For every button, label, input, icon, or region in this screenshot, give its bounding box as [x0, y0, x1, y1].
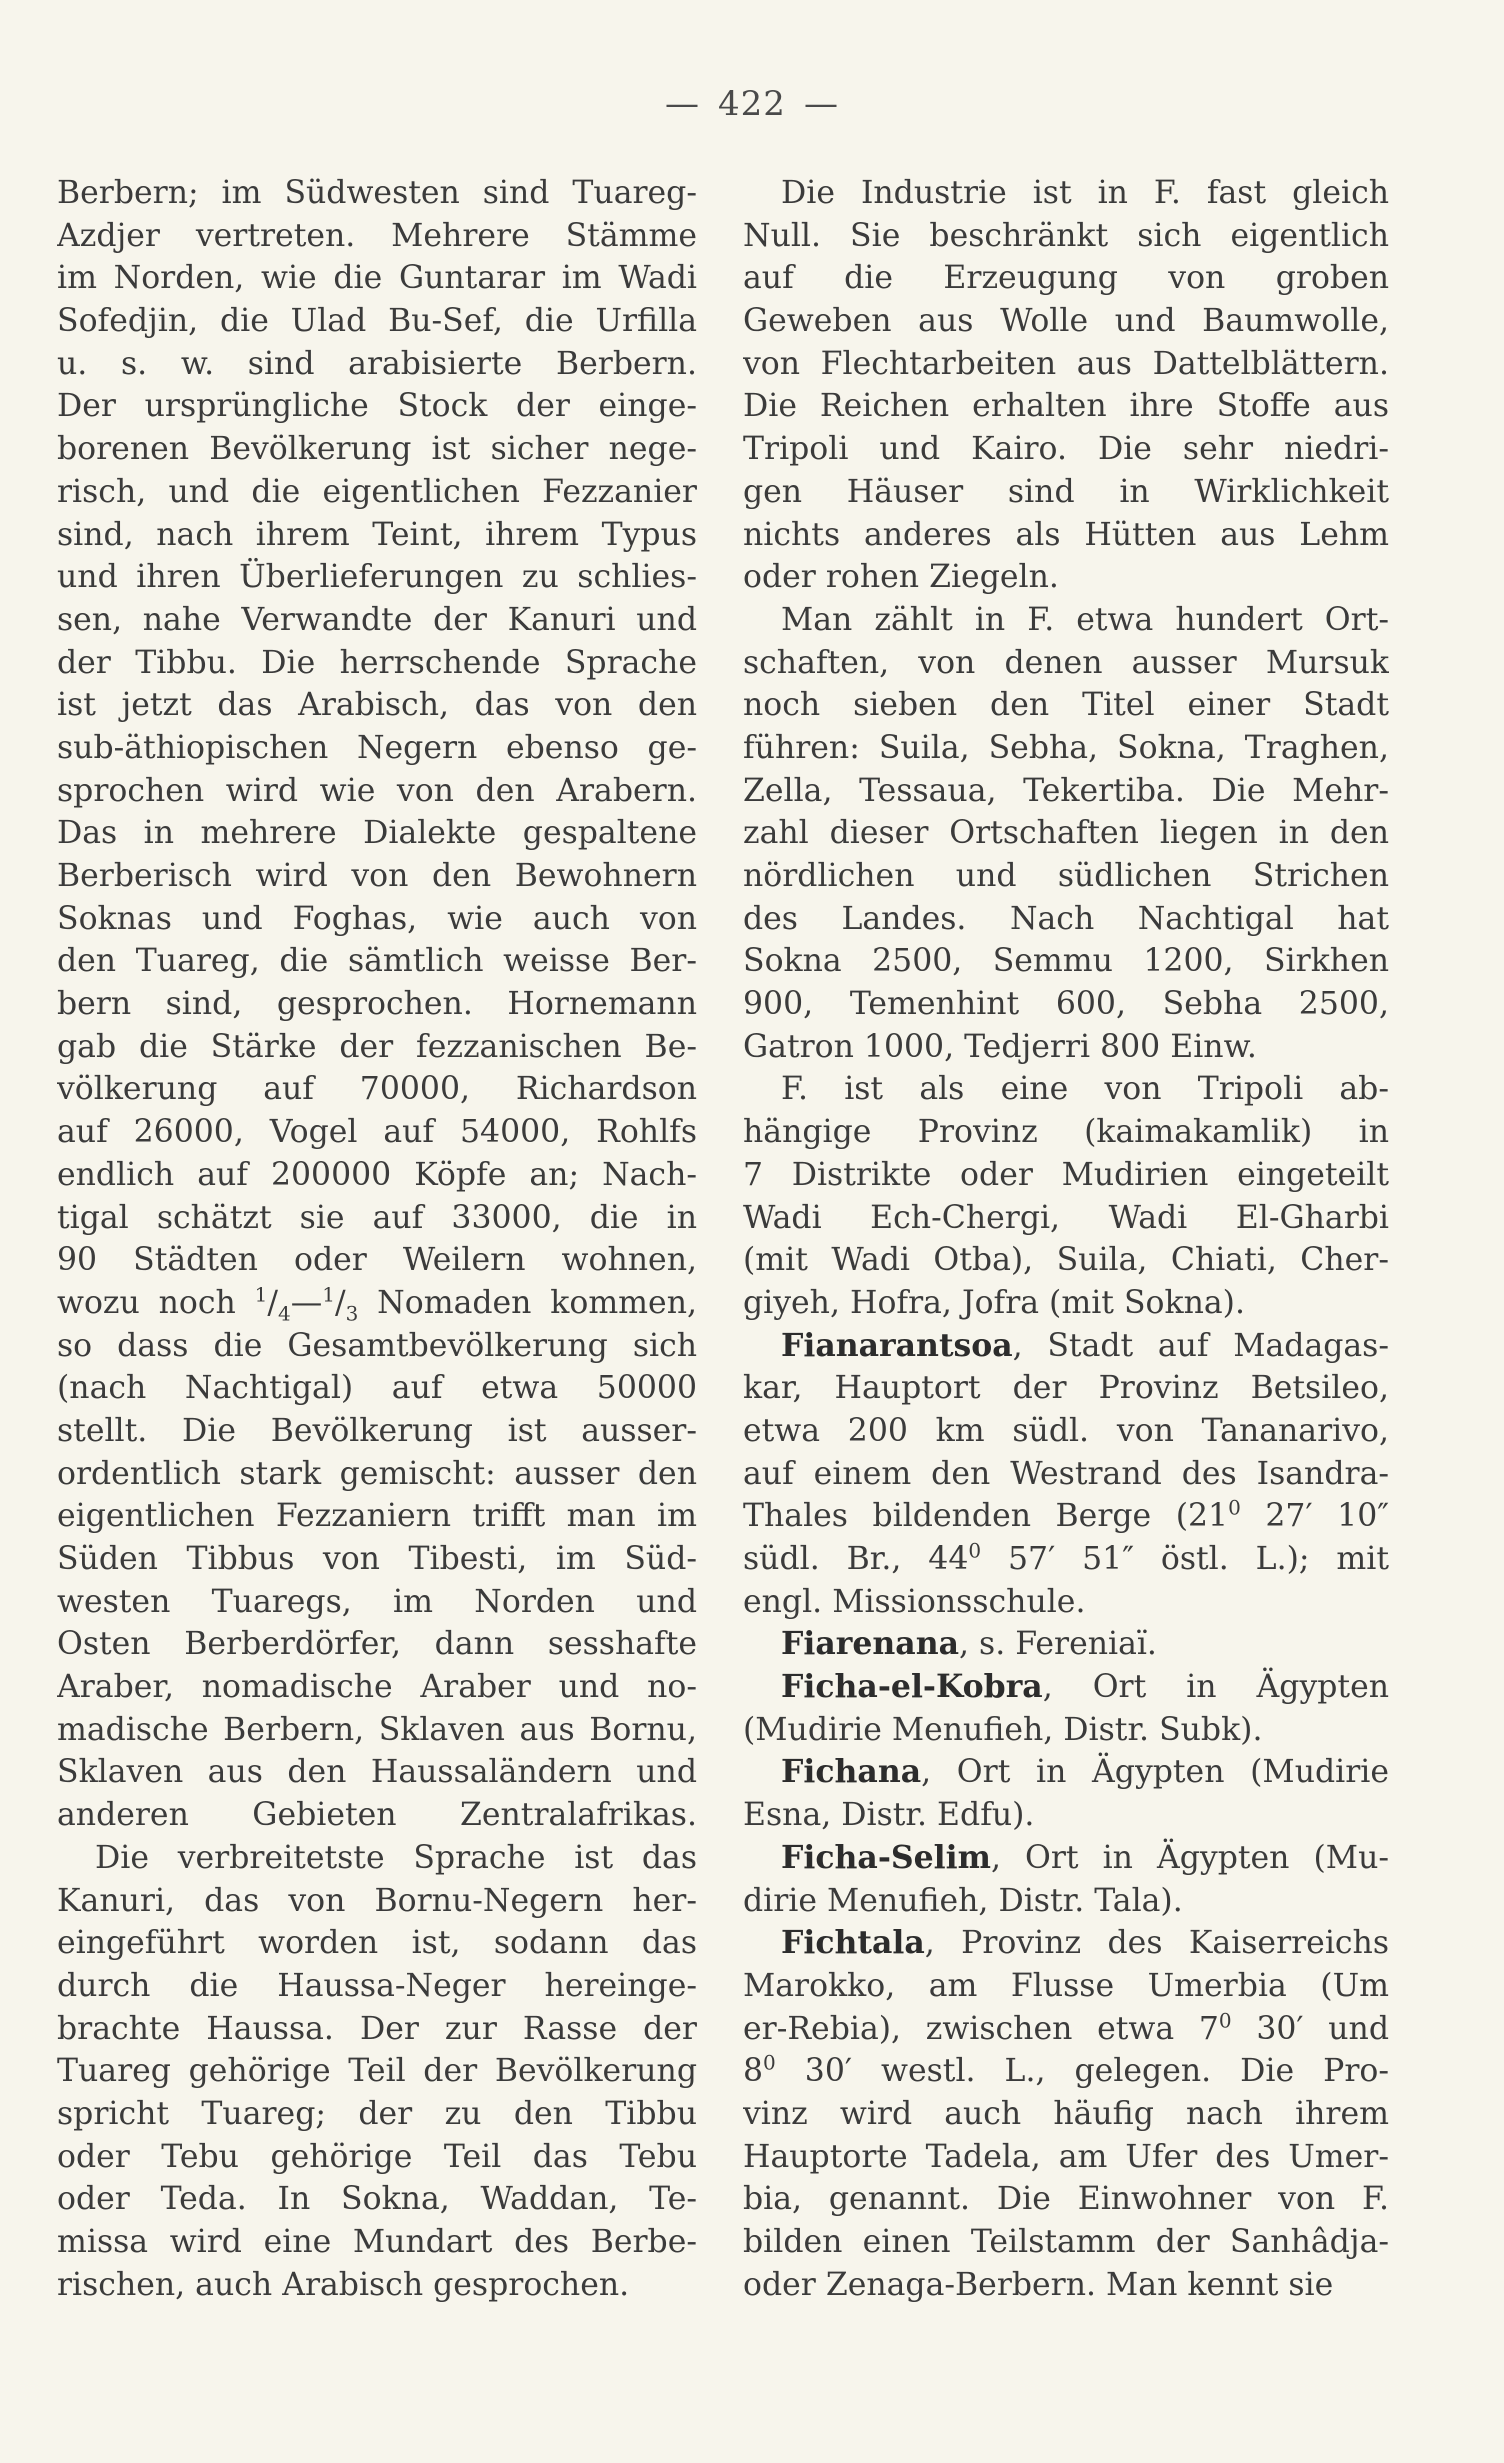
- line-text: südl. Br., 44: [743, 1541, 969, 1577]
- text-line: [743, 812, 1389, 855]
- text-line: [57, 2093, 697, 2136]
- text-line: [57, 898, 697, 941]
- line-text: , s. Fereniaï.: [959, 1626, 1157, 1663]
- line-text: völkerung auf 70000, Richardson: [57, 1071, 697, 1108]
- text-line: [57, 1709, 697, 1752]
- text-line: [743, 1666, 1389, 1709]
- line-text: zahl dieser Ortschaften liegen in den: [743, 815, 1389, 852]
- line-text: gen Häuser sind in Wirklichkeit: [743, 473, 1389, 510]
- line-text: Tripoli und Kairo. Die sehr niedri-: [743, 431, 1389, 468]
- text-line: [57, 1453, 697, 1496]
- line-text: auf einem den Westrand des Isandra-: [743, 1455, 1389, 1492]
- line-text: Kanuri, das von Bornu-Negern her-: [57, 1882, 697, 1919]
- left-column: [57, 172, 697, 2306]
- text-line: [57, 2178, 697, 2221]
- line-text: Gatron 1000, Tedjerri 800 Einw.: [743, 1028, 1257, 1065]
- line-text: sprochen wird wie von den Arabern.: [57, 772, 697, 809]
- text-line: [57, 1538, 697, 1581]
- line-text: u. s. w. sind arabisierte Berbern.: [57, 345, 697, 382]
- text-line: [743, 1410, 1389, 1453]
- text-line: [57, 385, 697, 428]
- text-line: [743, 514, 1389, 557]
- line-text: Sokna 2500, Semmu 1200, Sirkhen: [743, 943, 1389, 980]
- text-line: [743, 1709, 1389, 1752]
- line-text: Tuareg gehörige Teil der Bevölkerung: [57, 2053, 697, 2090]
- text-line: [57, 1154, 697, 1197]
- text-line: [743, 1239, 1389, 1282]
- line-text: Süden Tibbus von Tibesti, im Süd-: [57, 1541, 697, 1577]
- text-line: [57, 2050, 697, 2093]
- text-line: [57, 257, 697, 300]
- header-dash-left: —: [665, 84, 701, 124]
- line-text: engl. Missionsschule.: [743, 1583, 1086, 1620]
- line-text: Azdjer vertreten. Mehrere Stämme: [57, 217, 697, 254]
- line-text: von Flechtarbeiten aus Dattelblättern.: [743, 345, 1389, 382]
- line-text: (Mudirie Menufieh, Distr. Subk).: [743, 1711, 1263, 1748]
- line-text: , Ort in Ägypten (Mu-: [990, 1839, 1389, 1876]
- text-line: [743, 770, 1389, 813]
- line-text: oder rohen Ziegeln.: [743, 559, 1059, 596]
- text-line: [743, 556, 1389, 599]
- text-line: [743, 1922, 1389, 1965]
- line-text: giyeh, Hofra, Jofra (mit Sokna).: [743, 1284, 1245, 1321]
- line-text: (mit Wadi Otba), Suila, Chiati, Cher-: [743, 1242, 1389, 1279]
- text-line: [743, 599, 1389, 642]
- text-line: [743, 385, 1389, 428]
- text-line: [743, 1111, 1389, 1154]
- line-text: 27′ 10″: [1240, 1498, 1389, 1535]
- line-text: madische Berbern, Sklaven aus Bornu,: [57, 1711, 697, 1748]
- text-line: [57, 642, 697, 685]
- line-text: Der ursprüngliche Stock der einge-: [57, 388, 697, 425]
- superscript: 0: [968, 1538, 982, 1563]
- line-text: stellt. Die Bevölkerung ist ausser-: [57, 1412, 697, 1449]
- line-text: bilden einen Teilstamm der Sanhâdja-: [743, 2224, 1389, 2260]
- line-text: noch sieben den Titel einer Stadt: [743, 687, 1389, 724]
- entry-headword: Fiarenana: [781, 1625, 960, 1663]
- line-text: gab die Stärke der fezzanischen Be-: [57, 1028, 697, 1065]
- line-text: —: [290, 1284, 323, 1321]
- superscript: 1: [254, 1282, 268, 1307]
- text-line: [743, 343, 1389, 386]
- text-line: [743, 1495, 1389, 1538]
- page-header: [0, 84, 1504, 124]
- line-text: so dass die Gesamtbevölkerung sich: [57, 1327, 697, 1364]
- header-dash-right: —: [803, 84, 839, 124]
- text-line: [743, 642, 1389, 685]
- line-text: Araber, nomadische Araber und no-: [57, 1669, 697, 1706]
- text-line: [743, 1965, 1389, 2008]
- line-text: 900, Temenhint 600, Sebha 2500,: [743, 986, 1389, 1023]
- line-text: , Ort in Ägypten: [1042, 1669, 1389, 1706]
- line-text: sind, nach ihrem Teint, ihrem Typus: [57, 516, 697, 553]
- text-line: [743, 2264, 1389, 2307]
- text-line: [57, 1581, 697, 1624]
- text-line: [743, 727, 1389, 770]
- text-line: [743, 428, 1389, 471]
- line-text: wozu noch: [57, 1284, 255, 1321]
- line-text: risch, und die eigentlichen Fezzanier: [57, 473, 697, 510]
- text-line: [57, 172, 697, 215]
- text-line: [57, 2136, 697, 2179]
- text-line: [57, 2221, 697, 2264]
- text-line: [57, 300, 697, 343]
- text-line: [57, 343, 697, 386]
- subscript: 3: [345, 1301, 359, 1325]
- text-line: [57, 599, 697, 642]
- text-line: [57, 1965, 697, 2008]
- text-line: [57, 1410, 697, 1453]
- line-text: bern sind, gesprochen. Hornemann: [57, 986, 697, 1023]
- subscript: 4: [278, 1301, 291, 1325]
- line-text: borenen Bevölkerung ist sicher nege-: [57, 431, 697, 468]
- line-text: Osten Berberdörfer, dann sesshafte: [57, 1626, 697, 1663]
- text-line: [57, 727, 697, 770]
- line-text: oder Zenaga-Berbern. Man kennt sie: [743, 2266, 1334, 2303]
- text-line: [743, 2221, 1389, 2264]
- text-line: [743, 1794, 1389, 1837]
- line-text: rischen, auch Arabisch gesprochen.: [57, 2266, 630, 2303]
- text-line: [743, 684, 1389, 727]
- superscript: 1: [322, 1282, 335, 1307]
- text-line: [743, 1453, 1389, 1496]
- text-line: [743, 983, 1389, 1026]
- right-column: [743, 172, 1389, 2306]
- text-line: [57, 1794, 697, 1837]
- line-text: oder Teda. In Sokna, Waddan, Te-: [57, 2181, 697, 2218]
- line-text: Null. Sie beschränkt sich eigentlich: [743, 217, 1389, 254]
- line-text: Das in mehrere Dialekte gespaltene: [57, 815, 697, 852]
- text-line: [57, 983, 697, 1026]
- text-line: [743, 2050, 1389, 2093]
- text-line: [743, 1538, 1389, 1581]
- fraction-slash: /: [267, 1284, 279, 1321]
- text-line: [743, 1282, 1389, 1325]
- line-text: (nach Nachtigal) auf etwa 50000: [57, 1370, 697, 1407]
- text-line: [743, 1581, 1389, 1624]
- line-text: , Ort in Ägypten (Mudirie: [921, 1754, 1389, 1791]
- line-text: Geweben aus Wolle und Baumwolle,: [743, 303, 1389, 340]
- text-line: [57, 1197, 697, 1240]
- text-line: [743, 1880, 1389, 1923]
- line-text: endlich auf 200000 Köpfe an; Nach-: [57, 1156, 697, 1193]
- line-text: Thales bildenden Berge (21: [743, 1498, 1229, 1535]
- text-line: [743, 2093, 1389, 2136]
- line-text: 57′ 51″ östl. L.); mit: [981, 1541, 1389, 1577]
- text-line: [743, 300, 1389, 343]
- text-line: [57, 2264, 697, 2307]
- text-line: [57, 1623, 697, 1666]
- line-text: der Tibbu. Die herrschende Sprache: [57, 644, 697, 681]
- text-line: [57, 1495, 697, 1538]
- entry-headword: Fichtala: [781, 1924, 925, 1962]
- line-text: F. ist als eine von Tripoli ab-: [781, 1071, 1389, 1108]
- text-line: [743, 1751, 1389, 1794]
- superscript: 0: [1228, 1495, 1241, 1520]
- line-text: ist jetzt das Arabisch, das von den: [57, 687, 697, 724]
- line-text: im Norden, wie die Guntarar im Wadi: [57, 260, 697, 297]
- line-text: Nomaden kommen,: [358, 1284, 697, 1321]
- line-text: schaften, von denen ausser Mursuk: [743, 644, 1389, 681]
- line-text: Man zählt in F. etwa hundert Ort-: [781, 601, 1389, 638]
- text-line: [743, 2008, 1389, 2051]
- line-text: eigentlichen Fezzaniern trifft man im: [57, 1498, 697, 1535]
- line-text: 30′ westl. L., gelegen. Die Pro-: [775, 2053, 1389, 2090]
- line-text: sub-äthiopischen Negern ebenso ge-: [57, 729, 697, 766]
- line-text: Berberisch wird von den Bewohnern: [57, 858, 697, 894]
- entry-headword: Ficha-el-Kobra: [781, 1668, 1043, 1706]
- text-line: [743, 855, 1389, 898]
- text-line: [57, 1325, 697, 1368]
- line-text: 30′ und: [1231, 2010, 1389, 2047]
- text-line: [743, 471, 1389, 514]
- text-line: [743, 1026, 1389, 1069]
- text-line: [743, 898, 1389, 941]
- text-line: [57, 812, 697, 855]
- line-text: Die Industrie ist in F. fast gleich: [781, 175, 1389, 211]
- line-text: anderen Gebieten Zentralafrikas.: [57, 1797, 697, 1834]
- line-text: Soknas und Foghas, wie auch von: [57, 900, 697, 937]
- line-text: vinz wird auch häufig nach ihrem: [743, 2095, 1389, 2132]
- text-line: [57, 471, 697, 514]
- line-text: Marokko, am Flusse Umerbia (Um: [743, 1967, 1389, 2004]
- line-text: oder Tebu gehörige Teil das Tebu: [57, 2138, 697, 2175]
- text-line: [57, 1880, 697, 1923]
- line-text: ordentlich stark gemischt: ausser den: [57, 1455, 697, 1492]
- text-line: [743, 1197, 1389, 1240]
- fraction-slash: /: [334, 1284, 346, 1321]
- line-text: Die verbreitetste Sprache ist das: [95, 1839, 697, 1876]
- line-text: brachte Haussa. Der zur Rasse der: [57, 2010, 697, 2047]
- line-text: auf die Erzeugung von groben: [743, 260, 1389, 297]
- text-line: [57, 684, 697, 727]
- text-line: [743, 1623, 1389, 1666]
- text-line: [57, 1666, 697, 1709]
- text-line: [743, 1154, 1389, 1197]
- text-line: [57, 428, 697, 471]
- line-text: den Tuareg, die sämtlich weisse Ber-: [57, 943, 697, 980]
- line-text: Sklaven aus den Haussaländern und: [57, 1754, 697, 1791]
- line-text: Sofedjin, die Ulad Bu-Sef, die Urfilla: [57, 303, 697, 340]
- line-text: auf 26000, Vogel auf 54000, Rohlfs: [57, 1114, 697, 1151]
- text-line: [57, 514, 697, 557]
- line-text: kar, Hauptort der Provinz Betsileo,: [743, 1370, 1389, 1407]
- line-text: , Provinz des Kaiserreichs: [924, 1925, 1389, 1962]
- line-text: Die Reichen erhalten ihre Stoffe aus: [743, 388, 1389, 425]
- page-number: 422: [718, 84, 786, 124]
- text-line: [57, 1367, 697, 1410]
- text-line: [743, 257, 1389, 300]
- line-text: hängige Provinz (kaimakamlik) in: [743, 1114, 1389, 1151]
- line-text: führen: Suila, Sebha, Sokna, Traghen,: [743, 729, 1389, 766]
- text-line: [743, 1367, 1389, 1410]
- line-text: dirie Menufieh, Distr. Tala).: [743, 1882, 1183, 1919]
- text-line: [743, 2136, 1389, 2179]
- line-text: des Landes. Nach Nachtigal hat: [743, 900, 1389, 937]
- line-text: Hauptorte Tadela, am Ufer des Umer-: [743, 2138, 1389, 2175]
- text-line: [57, 2008, 697, 2051]
- text-line: [743, 215, 1389, 258]
- superscript: 0: [1218, 2008, 1232, 2033]
- text-line: [57, 1026, 697, 1069]
- line-text: eingeführt worden ist, sodann das: [57, 1925, 697, 1962]
- text-line: [57, 1111, 697, 1154]
- line-text: nichts anderes als Hütten aus Lehm: [743, 516, 1389, 553]
- line-text: sen, nahe Verwandte der Kanuri und: [57, 601, 697, 638]
- line-text: tigal schätzt sie auf 33000, die in: [57, 1199, 697, 1236]
- line-text: bia, genannt. Die Einwohner von F.: [743, 2181, 1389, 2218]
- line-text: Esna, Distr. Edfu).: [743, 1797, 1035, 1834]
- line-text: Zella, Tessaua, Tekertiba. Die Mehr-: [743, 772, 1389, 809]
- line-text: und ihren Überlieferungen zu schlies-: [57, 559, 697, 596]
- text-line: [743, 1325, 1389, 1368]
- entry-headword: Fichana: [781, 1753, 922, 1791]
- text-line: [57, 1068, 697, 1111]
- line-text: nördlichen und südlichen Strichen: [743, 858, 1389, 894]
- text-line: [743, 940, 1389, 983]
- line-text: er-Rebia), zwischen etwa 7: [743, 2010, 1219, 2047]
- superscript: 0: [763, 2050, 776, 2075]
- text-line: [57, 215, 697, 258]
- line-text: missa wird eine Mundart des Berbe-: [57, 2224, 697, 2260]
- entry-headword: Fianarantsoa: [781, 1326, 1013, 1364]
- line-text: 7 Distrikte oder Mudirien eingeteilt: [743, 1156, 1389, 1193]
- text-line: [57, 1282, 697, 1325]
- line-text: spricht Tuareg; der zu den Tibbu: [57, 2095, 697, 2132]
- line-text: westen Tuaregs, im Norden und: [57, 1583, 697, 1620]
- entry-headword: Ficha-Selim: [781, 1838, 991, 1876]
- text-line: [57, 770, 697, 813]
- text-line: [743, 1837, 1389, 1880]
- text-line: [57, 855, 697, 898]
- text-line: [57, 1837, 697, 1880]
- text-line: [57, 556, 697, 599]
- line-text: 90 Städten oder Weilern wohnen,: [57, 1242, 697, 1279]
- text-line: [743, 172, 1389, 215]
- line-text: etwa 200 km südl. von Tananarivo,: [743, 1412, 1389, 1449]
- line-text: , Stadt auf Madagas-: [1012, 1327, 1389, 1364]
- text-line: [57, 1751, 697, 1794]
- text-line: [743, 1068, 1389, 1111]
- text-line: [57, 1922, 697, 1965]
- text-line: [57, 1239, 697, 1282]
- line-text: durch die Haussa-Neger hereinge-: [57, 1967, 697, 2004]
- text-line: [743, 2178, 1389, 2221]
- text-line: [57, 940, 697, 983]
- line-text: Berbern; im Südwesten sind Tuareg-: [57, 175, 697, 211]
- line-text: Wadi Ech-Chergi, Wadi El-Gharbi: [743, 1199, 1389, 1236]
- line-text: 8: [743, 2053, 764, 2090]
